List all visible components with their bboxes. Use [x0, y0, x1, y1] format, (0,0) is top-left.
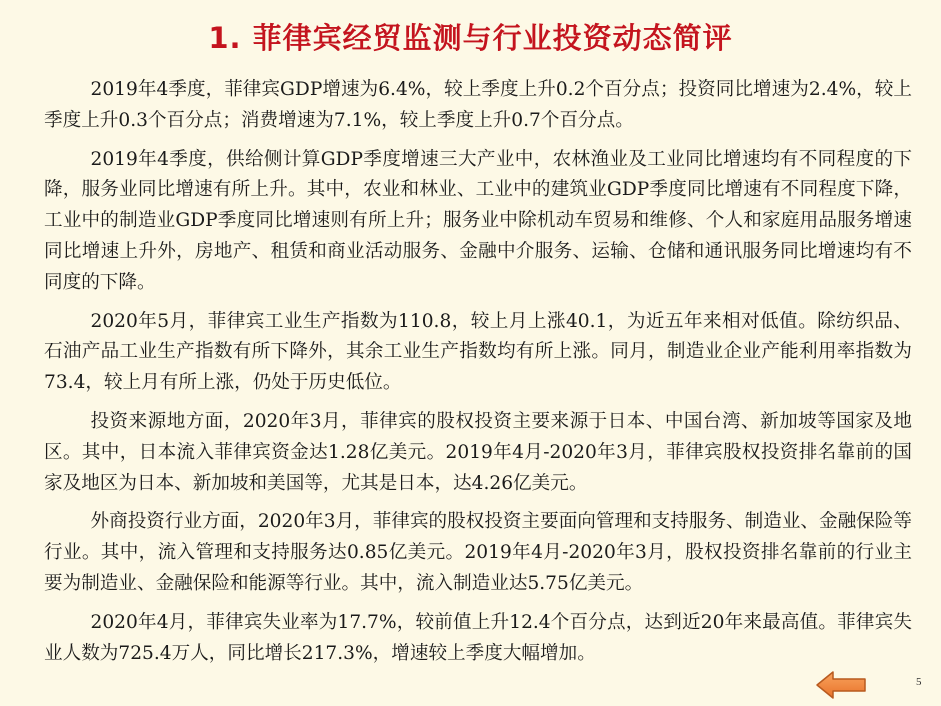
- left-arrow-icon: [815, 670, 867, 700]
- page-number: 5: [916, 676, 922, 688]
- paragraph-production: 2020年5月，菲律宾工业生产指数为110.8，较上月上涨40.1，为近五年来相对低值。除纺织品、石油产品工业生产指数有所下降外，其余工业生产指数均有所上涨。同月，制造业企业产能利用率指数为73.4，较上月有所上涨，仍处于历史低位。: [44, 310, 912, 394]
- body-text: [44, 75, 912, 669]
- paragraph-industry: 2019年4季度，供给侧计算GDP季度增速三大产业中，农林渔业及工业同比增速均有不同程度的下降，服务业同比增速有所上升。其中，农业和林业、工业中的建筑业GDP季度同比增速有不同程度下降，工业中的制造业GDP季度同比增速则有所上升；服务业中除机动车贸易和维修、个人和家庭用品服务增速同比增速上升外，房地产、租赁和商业活动服务、金融中介服务、运输、仓储和通讯服务同比增速均有不同度的下降。: [44, 148, 912, 293]
- page-title: 1. 菲律宾经贸监测与行业投资动态简评: [208, 21, 733, 55]
- back-button[interactable]: [815, 670, 867, 700]
- paragraph-investment-sector: 外商投资行业方面，2020年3月，菲律宾的股权投资主要面向管理和支持服务、制造业、金融保险等行业。其中，流入管理和支持服务达0.85亿美元。2019年4月-2020年3月，股权投资排名靠前的行业主要为制造业、金融保险和能源等行业。其中，流入制造业达5.75亿美元。: [44, 511, 912, 594]
- paragraph-investment-source: 投资来源地方面，2020年3月，菲律宾的股权投资主要来源于日本、中国台湾、新加坡等国家及地区。其中，日本流入菲律宾资金达1.28亿美元。2019年4月-2020年3月，菲律宾股权投资排名靠前的国家及地区为日本、新加坡和美国等，尤其是日本，达4.26亿美元。: [44, 410, 912, 494]
- paragraph-unemployment: 2020年4月，菲律宾失业率为17.7%，较前值上升12.4个百分点，达到近20年来最高值。菲律宾失业人数为725.4万人，同比增长217.3%，增速较上季度大幅增加。: [44, 611, 912, 664]
- paragraph-gdp: 2019年4季度，菲律宾GDP增速为6.4%，较上季度上升0.2个百分点；投资同比增速为2.4%，较上季度上升0.3个百分点；消费增速为7.1%，较上季度上升0.7个百分点。: [44, 79, 912, 131]
